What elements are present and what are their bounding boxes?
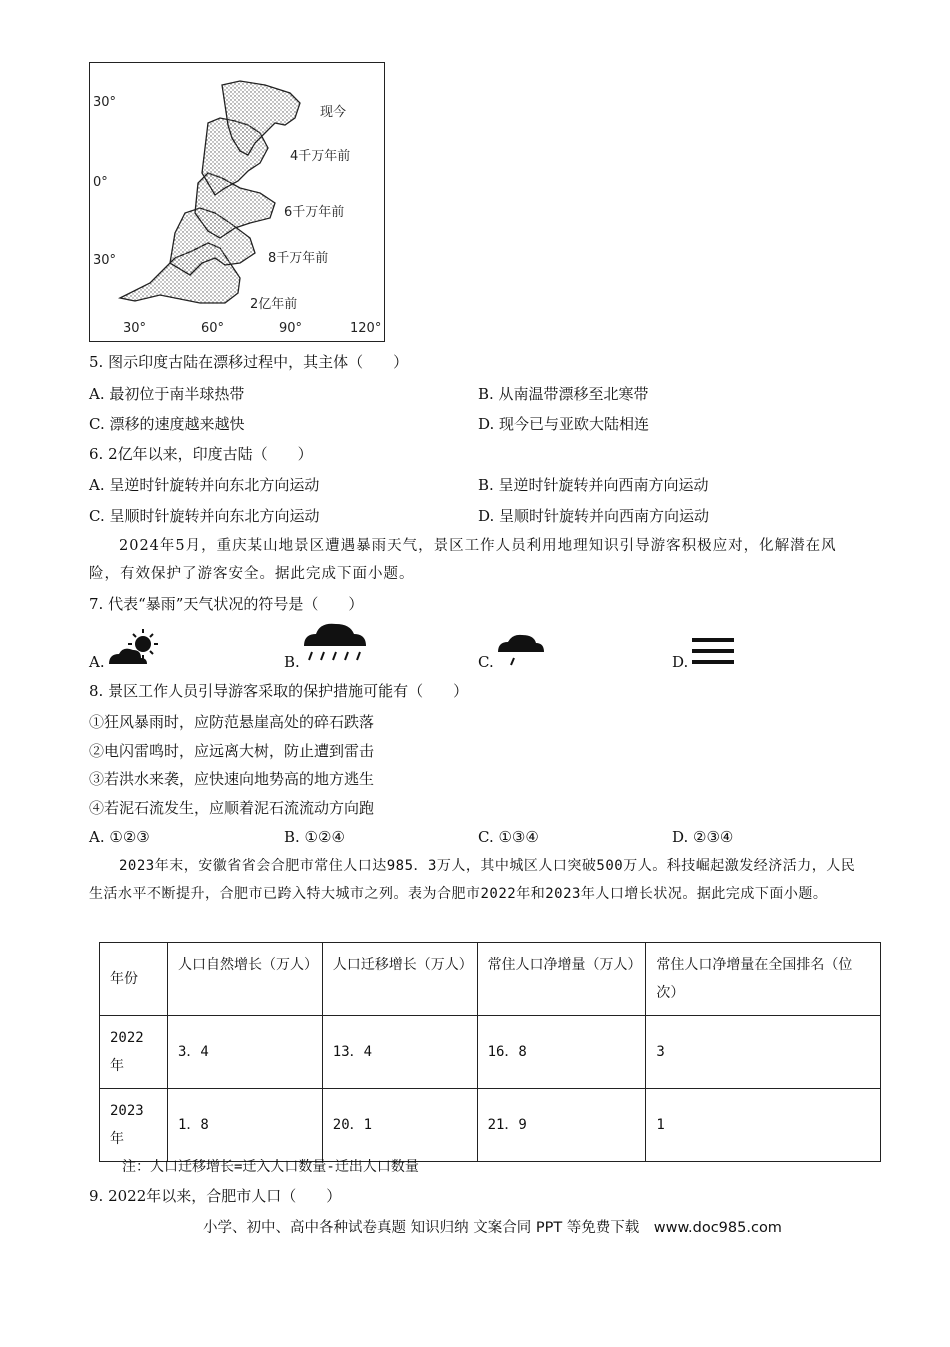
cell-year: 2023年 — [100, 1089, 168, 1162]
header-net-increase: 常住人口净增量（万人） — [477, 943, 646, 1016]
tick-lon-60: 60° — [201, 321, 225, 336]
q6-option-b[interactable]: B. 呈逆时针旋转并向西南方向运动 — [478, 476, 709, 494]
header-national-rank: 常住人口净增量在全国排名（位次） — [646, 943, 881, 1016]
q6-option-c[interactable]: C. 呈顺时针旋转并向东北方向运动 — [89, 507, 320, 525]
cell-national-rank: 1 — [646, 1089, 881, 1162]
label-200ma: 2亿年前 — [250, 297, 298, 312]
q8-item-4: ④若泥石流发生，应顺着泥石流流动方向跑 — [89, 799, 375, 817]
q7-option-a[interactable]: A. — [89, 653, 105, 671]
q8-option-d[interactable]: D. ②③④ — [672, 828, 734, 846]
question-9-stem: 9. 2022年以来，合肥市人口（ ） — [89, 1187, 342, 1205]
q5-option-c[interactable]: C. 漂移的速度越来越快 — [89, 415, 245, 433]
q7-option-d[interactable]: D. — [672, 653, 689, 671]
fog-icon — [692, 636, 736, 668]
tick-lon-90: 90° — [279, 321, 303, 336]
q8-item-2: ②电闪雷鸣时，应远离大树，防止遭到雷击 — [89, 742, 375, 760]
question-8-stem: 8. 景区工作人员引导游客采取的保护措施可能有（ ） — [89, 682, 469, 700]
q8-option-b[interactable]: B. ①②④ — [284, 828, 345, 846]
tick-lat-30s: 30° — [93, 253, 117, 268]
footer-download-link[interactable]: 小学、初中、高中各种试卷真题 知识归纳 文案合同 PPT 等免费下载 www.doc985.com — [203, 1220, 782, 1236]
population-table — [99, 942, 881, 1162]
q5-option-a[interactable]: A. 最初位于南半球热带 — [89, 385, 245, 403]
cell-net-increase: 21．9 — [477, 1089, 646, 1162]
question-7-stem: 7. 代表“暴雨”天气状况的符号是（ ） — [89, 595, 364, 613]
label-80ma: 8千万年前 — [268, 251, 329, 266]
q8-item-3: ③若洪水来袭，应快速向地势高的地方逃生 — [89, 770, 375, 788]
light-rain-icon — [496, 632, 546, 668]
tick-lon-120: 120° — [350, 321, 382, 336]
passage-hefei-population: 2023年末，安徽省省会合肥市常住人口达985．3万人，其中城区人口突破500万人。科技崛起激发经济活力，人民生活水平不断提升，合肥市已跨入特大城市之列。表为合肥市2022年和2023年人口增长状况。据此完成下面小题。 — [89, 858, 856, 902]
q8-option-c[interactable]: C. ①③④ — [478, 828, 539, 846]
cell-migration-growth: 13．4 — [322, 1016, 477, 1089]
q6-option-a[interactable]: A. 呈逆时针旋转并向东北方向运动 — [89, 476, 320, 494]
cell-year: 2022年 — [100, 1016, 168, 1089]
q5-option-d[interactable]: D. 现今已与亚欧大陆相连 — [478, 415, 650, 433]
cell-national-rank: 3 — [646, 1016, 881, 1089]
cell-net-increase: 16．8 — [477, 1016, 646, 1089]
cell-migration-growth: 20．1 — [322, 1089, 477, 1162]
table-note: 注：人口迁移增长=迁入人口数量-迁出人口数量 — [122, 1159, 419, 1175]
heavy-rain-icon — [302, 620, 368, 668]
tick-lon-30: 30° — [123, 321, 147, 336]
table-header-row — [100, 943, 881, 1016]
tick-lat-0: 0° — [93, 175, 108, 190]
table-row — [100, 1089, 881, 1162]
question-5-stem: 5. 图示印度古陆在漂移过程中，其主体（ ） — [89, 353, 409, 371]
label-present: 现今 — [320, 105, 347, 120]
header-year: 年份 — [100, 943, 168, 1016]
tick-lat-30n: 30° — [93, 95, 117, 110]
q8-option-a[interactable]: A. ①②③ — [89, 828, 150, 846]
question-6-stem: 6. 2亿年以来，印度古陆（ ） — [89, 445, 313, 463]
q7-option-b[interactable]: B. — [284, 653, 300, 671]
label-60ma: 6千万年前 — [284, 205, 345, 220]
table-row — [100, 1016, 881, 1089]
passage-rainstorm: 2024年5月，重庆某山地景区遭遇暴雨天气，景区工作人员利用地理知识引导游客积极应对，化解潜在风险，有效保护了游客安全。据此完成下面小题。 — [89, 538, 837, 582]
header-migration-growth: 人口迁移增长（万人） — [322, 943, 477, 1016]
q5-option-b[interactable]: B. 从南温带漂移至北寒带 — [478, 385, 649, 403]
q7-option-c[interactable]: C. — [478, 653, 494, 671]
partly-cloudy-icon — [107, 626, 167, 668]
q6-option-d[interactable]: D. 呈顺时针旋转并向西南方向运动 — [478, 507, 710, 525]
q8-item-1: ①狂风暴雨时，应防范悬崖高处的碎石跌落 — [89, 713, 375, 731]
cell-natural-growth: 3．4 — [167, 1016, 322, 1089]
label-40ma: 4千万年前 — [290, 149, 351, 164]
cell-natural-growth: 1．8 — [167, 1089, 322, 1162]
india-drift-map — [89, 62, 385, 342]
header-natural-growth: 人口自然增长（万人） — [167, 943, 322, 1016]
